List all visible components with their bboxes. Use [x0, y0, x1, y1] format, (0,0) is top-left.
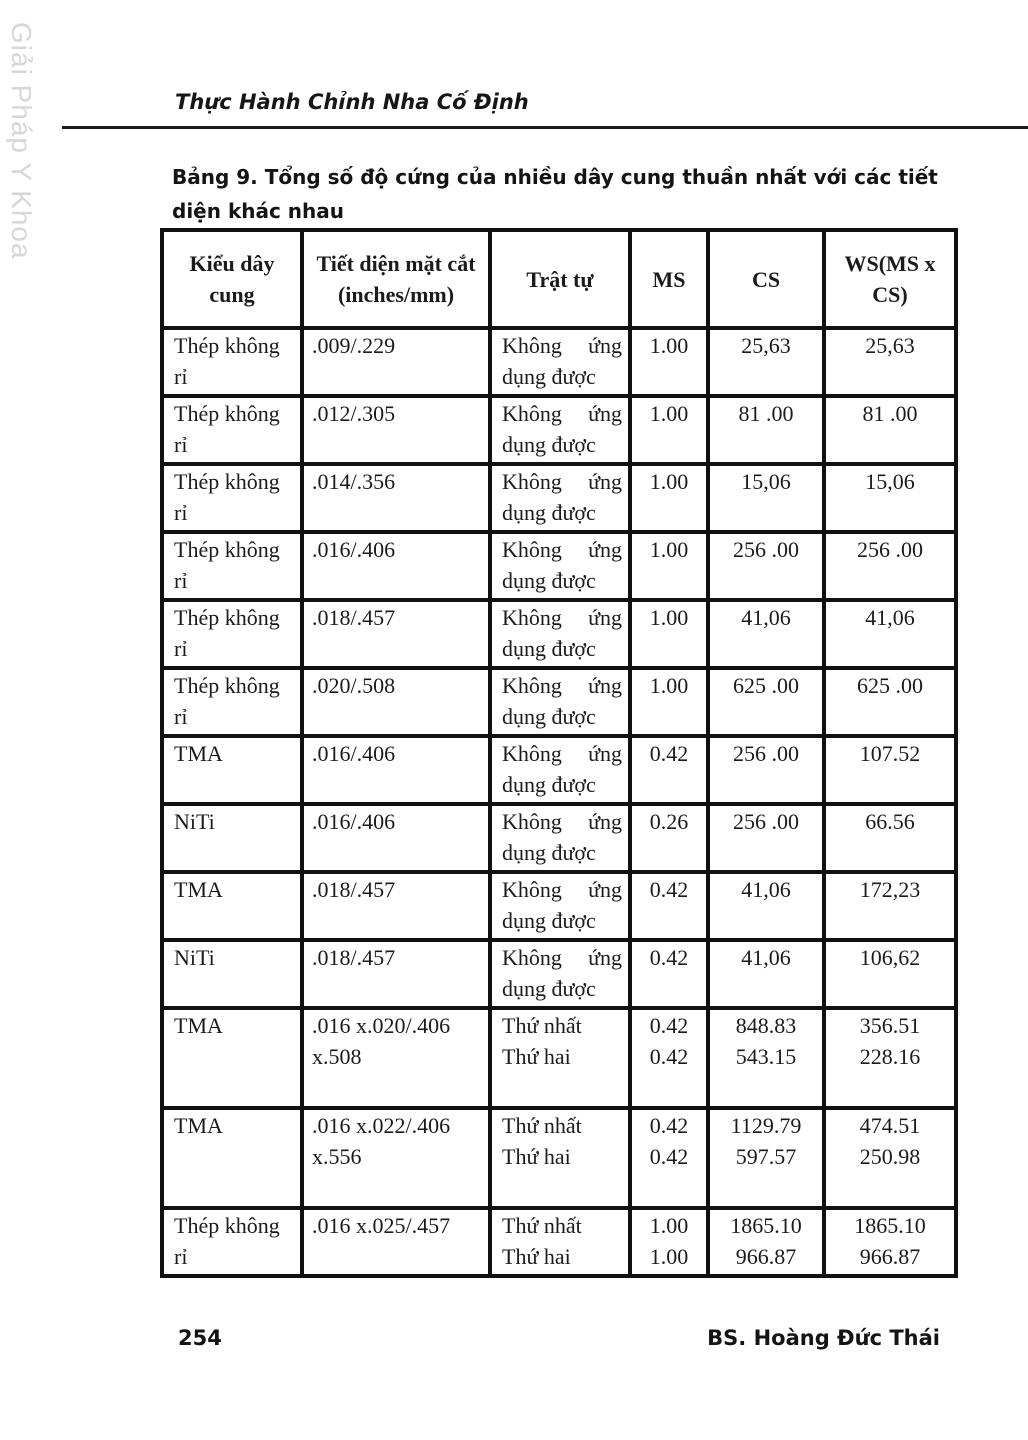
cell-ws: 66.56	[824, 804, 956, 872]
cell-order: Không ứng dụng được	[490, 736, 630, 804]
cell-archwire-type: Thép không rỉ	[162, 668, 302, 736]
cell-archwire-type: TMA	[162, 1008, 302, 1108]
cell-order: Không ứng dụng được	[490, 940, 630, 1008]
cell-archwire-type: NiTi	[162, 940, 302, 1008]
cell-ws	[824, 1008, 956, 1108]
cell-order	[490, 1008, 630, 1108]
cell-ms: 1.00	[630, 668, 708, 736]
cell-ws: 25,63	[824, 328, 956, 396]
table-row	[162, 668, 956, 736]
ws-first: 356.51	[859, 1013, 921, 1038]
cell-ws	[824, 1108, 956, 1208]
cell-order: Không ứng dụng được	[490, 804, 630, 872]
cell-order: Không ứng dụng được	[490, 872, 630, 940]
cell-cs	[708, 1208, 824, 1276]
order-second: Thứ hai	[502, 1144, 571, 1169]
ms-second: 0.42	[649, 1044, 689, 1069]
cell-ms	[630, 1108, 708, 1208]
ws-second: 966.87	[859, 1244, 921, 1269]
cell-order: Không ứng dụng được	[490, 600, 630, 668]
ws-first: 1865.10	[854, 1213, 926, 1238]
table-row	[162, 464, 956, 532]
cell-cross-section: .009/.229	[302, 328, 490, 396]
cell-cs: 81 .00	[708, 396, 824, 464]
cell-archwire-type: TMA	[162, 1108, 302, 1208]
cell-cross-section: .018/.457	[302, 600, 490, 668]
cell-cs: 625 .00	[708, 668, 824, 736]
cell-cs: 41,06	[708, 872, 824, 940]
cell-ms: 1.00	[630, 328, 708, 396]
ms-first: 1.00	[649, 1213, 689, 1238]
cell-archwire-type: Thép không rỉ	[162, 396, 302, 464]
cell-ws: 625 .00	[824, 668, 956, 736]
cell-ms: 0.42	[630, 872, 708, 940]
cell-ws: 107.52	[824, 736, 956, 804]
cell-ms: 1.00	[630, 532, 708, 600]
cell-cs: 256 .00	[708, 804, 824, 872]
header-order: Trật tự	[490, 230, 630, 328]
cell-ws: 81 .00	[824, 396, 956, 464]
header-divider	[62, 126, 1028, 129]
ms-first: 0.42	[649, 1113, 689, 1138]
page-number: 254	[178, 1326, 222, 1350]
cell-cs: 25,63	[708, 328, 824, 396]
table-header-row	[162, 230, 956, 328]
cell-archwire-type: TMA	[162, 736, 302, 804]
table-row	[162, 1008, 956, 1108]
cell-cs: 41,06	[708, 600, 824, 668]
watermark-text: Giải Pháp Y Khoa	[6, 22, 37, 260]
ms-second: 0.42	[649, 1144, 689, 1169]
cell-archwire-type: Thép không rỉ	[162, 532, 302, 600]
table-row	[162, 328, 956, 396]
header-archwire-type: Kiểu dây cung	[162, 230, 302, 328]
cell-ws: 15,06	[824, 464, 956, 532]
cell-cross-section: .016/.406	[302, 804, 490, 872]
order-second: Thứ hai	[502, 1244, 571, 1269]
cell-cs: 41,06	[708, 940, 824, 1008]
cell-ms: 1.00	[630, 464, 708, 532]
cell-cross-section: .012/.305	[302, 396, 490, 464]
cell-cross-section: .016 x.025/.457	[302, 1208, 490, 1276]
cell-cs: 15,06	[708, 464, 824, 532]
cs-second: 597.57	[735, 1144, 797, 1169]
header-ws: WS(MS x CS)	[824, 230, 956, 328]
table-row	[162, 600, 956, 668]
cell-order: Không ứng dụng được	[490, 668, 630, 736]
table-row	[162, 1108, 956, 1208]
cs-second: 543.15	[735, 1044, 797, 1069]
table-caption: Bảng 9. Tổng số độ cứng của nhiều dây cung thuần nhất với các tiết diện khác nhau	[172, 165, 938, 223]
cell-archwire-type: NiTi	[162, 804, 302, 872]
cell-cross-section: .018/.457	[302, 940, 490, 1008]
ws-first: 474.51	[859, 1113, 921, 1138]
cell-cross-section: .016 x.022/.406 x.556	[302, 1108, 490, 1208]
cell-cs: 256 .00	[708, 532, 824, 600]
table-row	[162, 736, 956, 804]
cell-order: Không ứng dụng được	[490, 532, 630, 600]
ws-second: 228.16	[859, 1044, 921, 1069]
cell-order	[490, 1208, 630, 1276]
cell-ms: 0.42	[630, 940, 708, 1008]
header-cs: CS	[708, 230, 824, 328]
cell-ms	[630, 1008, 708, 1108]
cell-ws: 256 .00	[824, 532, 956, 600]
cell-cs	[708, 1108, 824, 1208]
cell-order	[490, 1108, 630, 1208]
cell-cross-section: .016 x.020/.406 x.508	[302, 1008, 490, 1108]
cell-order: Không ứng dụng được	[490, 396, 630, 464]
cell-ms	[630, 1208, 708, 1276]
cell-ws: 41,06	[824, 600, 956, 668]
table-row	[162, 940, 956, 1008]
cell-archwire-type: Thép không rỉ	[162, 1208, 302, 1276]
header-ms: MS	[630, 230, 708, 328]
cell-cs	[708, 1008, 824, 1108]
cell-order: Không ứng dụng được	[490, 328, 630, 396]
cell-archwire-type: Thép không rỉ	[162, 464, 302, 532]
cell-cs: 256 .00	[708, 736, 824, 804]
table-row	[162, 804, 956, 872]
cell-archwire-type: TMA	[162, 872, 302, 940]
cs-second: 966.87	[735, 1244, 797, 1269]
order-first: Thứ nhất	[502, 1113, 582, 1138]
cell-ms: 0.26	[630, 804, 708, 872]
table-row	[162, 396, 956, 464]
cell-cross-section: .016/.406	[302, 736, 490, 804]
cell-cross-section: .018/.457	[302, 872, 490, 940]
cs-first: 1129.79	[730, 1113, 802, 1138]
cell-ms: 0.42	[630, 736, 708, 804]
stiffness-table	[160, 228, 958, 1278]
table-row	[162, 532, 956, 600]
cell-archwire-type: Thép không rỉ	[162, 328, 302, 396]
ms-second: 1.00	[649, 1244, 689, 1269]
cell-ws: 106,62	[824, 940, 956, 1008]
header-cross-section: Tiết diện mặt cắt (inches/mm)	[302, 230, 490, 328]
cell-cross-section: .016/.406	[302, 532, 490, 600]
table-row	[162, 1208, 956, 1276]
cs-first: 1865.10	[730, 1213, 802, 1238]
ms-first: 0.42	[649, 1013, 689, 1038]
table-row	[162, 872, 956, 940]
order-first: Thứ nhất	[502, 1013, 582, 1038]
cell-cross-section: .014/.356	[302, 464, 490, 532]
ws-second: 250.98	[859, 1144, 921, 1169]
cell-ms: 1.00	[630, 396, 708, 464]
cell-ms: 1.00	[630, 600, 708, 668]
cell-archwire-type: Thép không rỉ	[162, 600, 302, 668]
cell-ws	[824, 1208, 956, 1276]
cell-order: Không ứng dụng được	[490, 464, 630, 532]
running-header-title: Thực Hành Chỉnh Nha Cố Định	[175, 90, 529, 114]
cell-cross-section: .020/.508	[302, 668, 490, 736]
author-name: BS. Hoàng Đức Thái	[707, 1326, 940, 1350]
cell-ws: 172,23	[824, 872, 956, 940]
order-second: Thứ hai	[502, 1044, 571, 1069]
order-first: Thứ nhất	[502, 1213, 582, 1238]
cs-first: 848.83	[735, 1013, 797, 1038]
